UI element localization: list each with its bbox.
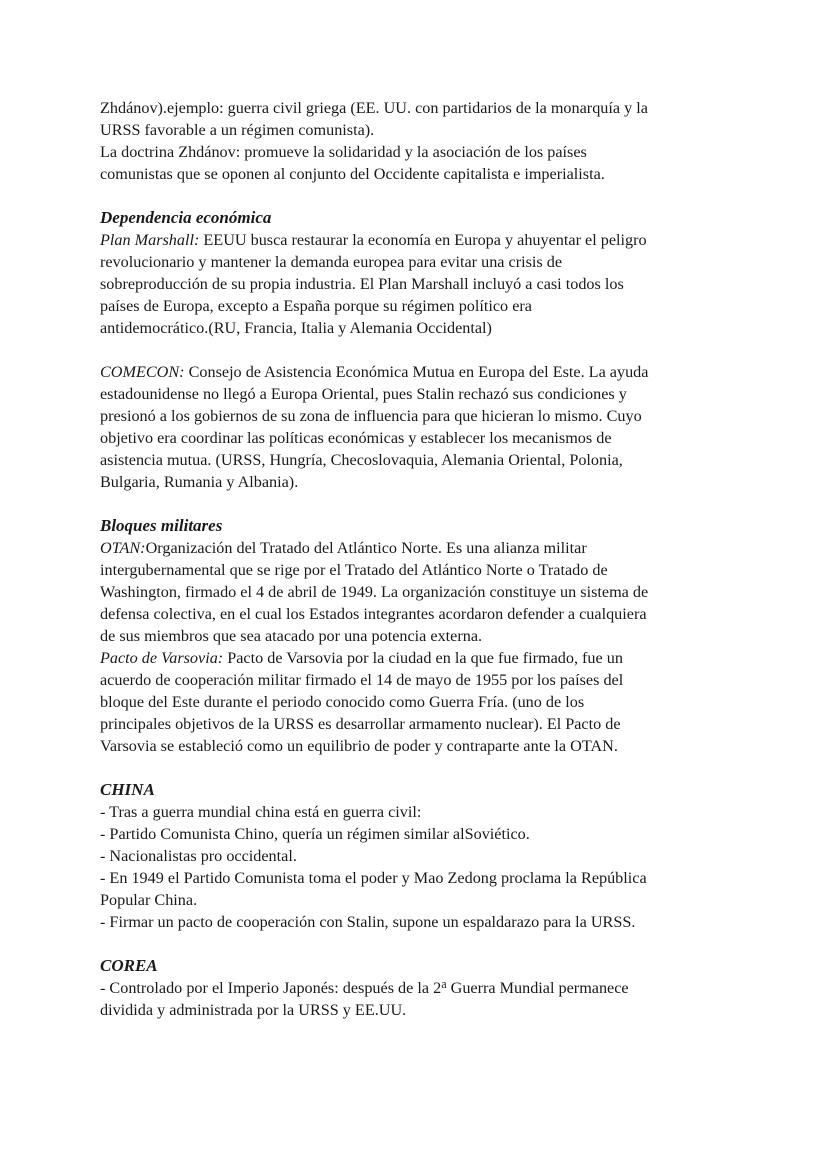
text-line: La doctrina Zhdánov: promueve la solidaridad y la asociación de los países <box>100 143 587 161</box>
section-heading-bloques: Bloques militares <box>100 516 223 535</box>
bloques-section <box>100 515 768 757</box>
text-line: bloque del Este durante el periodo conocido como Guerra Fría. (uno de los <box>100 693 585 711</box>
term-pacto-varsovia: Pacto de Varsovia: <box>100 649 224 667</box>
text-line: URSS favorable a un régimen comunista). <box>100 121 375 139</box>
text-line: revolucionario y mantener la demanda europea para evitar una crisis de <box>100 253 563 271</box>
china-section <box>100 779 768 933</box>
text-line: acuerdo de cooperación militar firmado el 14 de mayo de 1955 por los países del <box>100 671 624 689</box>
ordinal-superscript: a <box>441 977 447 992</box>
text-line: estadounidense no llegó a Europa Oriental, pues Stalin rechazó sus condiciones y <box>100 385 627 403</box>
text-line: Bulgaria, Rumania y Albania). <box>100 473 299 491</box>
text-line: presionó a los gobiernos de su zona de influencia para que hicieran lo mismo. Cuyo <box>100 407 642 425</box>
section-heading-dependencia: Dependencia económica <box>100 208 272 227</box>
list-item: - Partido Comunista Chino, quería un régimen similar alSoviético. <box>100 825 530 843</box>
text-line: sobreproducción de su propia industria. El Plan Marshall incluyó a casi todos los <box>100 275 624 293</box>
paragraph-gap <box>100 757 768 779</box>
text-span: Guerra Mundial permanece <box>446 979 629 997</box>
text-line: principales objetivos de la URSS es desarrollar armamento nuclear). El Pacto de <box>100 715 621 733</box>
text-line: intergubernamental que se rige por el Tratado del Atlántico Norte o Tratado de <box>100 561 608 579</box>
text-line: antidemocrático.(RU, Francia, Italia y Alemania Occidental) <box>100 319 492 337</box>
section-heading-corea: COREA <box>100 956 158 975</box>
list-item: - Tras a guerra mundial china está en guerra civil: <box>100 803 422 821</box>
text-span: - Controlado por el Imperio Japonés: después de la 2 <box>100 979 442 997</box>
text-span: Organización del Tratado del Atlántico Norte. Es una alianza militar <box>145 539 587 557</box>
text-line: defensa colectiva, en el cual los Estados integrantes acordaron defender a cualquiera <box>100 605 647 623</box>
intro-section <box>100 97 768 185</box>
text-line: países de Europa, excepto a España porque su régimen político era <box>100 297 532 315</box>
paragraph-gap <box>100 493 768 515</box>
text-line <box>100 361 768 383</box>
paragraph-gap <box>100 339 768 361</box>
text-line: Varsovia se estableció como un equilibrio de poder y contraparte ante la OTAN. <box>100 737 618 755</box>
text-line: de sus miembros que sea atacado por una potencia externa. <box>100 627 483 645</box>
text-line: objetivo era coordinar las políticas económicas y establecer los mecanismos de <box>100 429 612 447</box>
text-line <box>100 229 768 251</box>
list-item <box>100 977 768 999</box>
dependencia-section <box>100 207 768 493</box>
list-item-continuation: dividida y administrada por la URSS y EE.UU. <box>100 1001 407 1019</box>
list-item-continuation: Popular China. <box>100 891 198 909</box>
text-line: Zhdánov).ejemplo: guerra civil griega (EE. UU. con partidarios de la monarquía y la <box>100 99 648 117</box>
text-line <box>100 537 768 559</box>
term-comecon: COMECON: <box>100 363 185 381</box>
corea-section <box>100 955 768 1021</box>
term-plan-marshall: Plan Marshall: <box>100 231 200 249</box>
section-heading-china: CHINA <box>100 780 155 799</box>
list-item: - Nacionalistas pro occidental. <box>100 847 297 865</box>
text-line <box>100 647 768 669</box>
list-item: - Firmar un pacto de cooperación con Stalin, supone un espaldarazo para la URSS. <box>100 913 636 931</box>
text-line: comunistas que se oponen al conjunto del Occidente capitalista e imperialista. <box>100 165 605 183</box>
paragraph-gap <box>100 185 768 207</box>
text-line: Washington, firmado el 4 de abril de 1949. La organización constituye un sistema de <box>100 583 649 601</box>
text-span: Consejo de Asistencia Económica Mutua en Europa del Este. La ayuda <box>184 363 649 381</box>
term-otan: OTAN: <box>100 539 146 557</box>
list-item: - En 1949 el Partido Comunista toma el poder y Mao Zedong proclama la República <box>100 869 647 887</box>
text-span: EEUU busca restaurar la economía en Europa y ahuyentar el peligro <box>199 231 647 249</box>
text-span: Pacto de Varsovia por la ciudad en la que fue firmado, fue un <box>223 649 623 667</box>
text-line: asistencia mutua. (URSS, Hungría, Checoslovaquia, Alemania Oriental, Polonia, <box>100 451 623 469</box>
paragraph-gap <box>100 933 768 955</box>
